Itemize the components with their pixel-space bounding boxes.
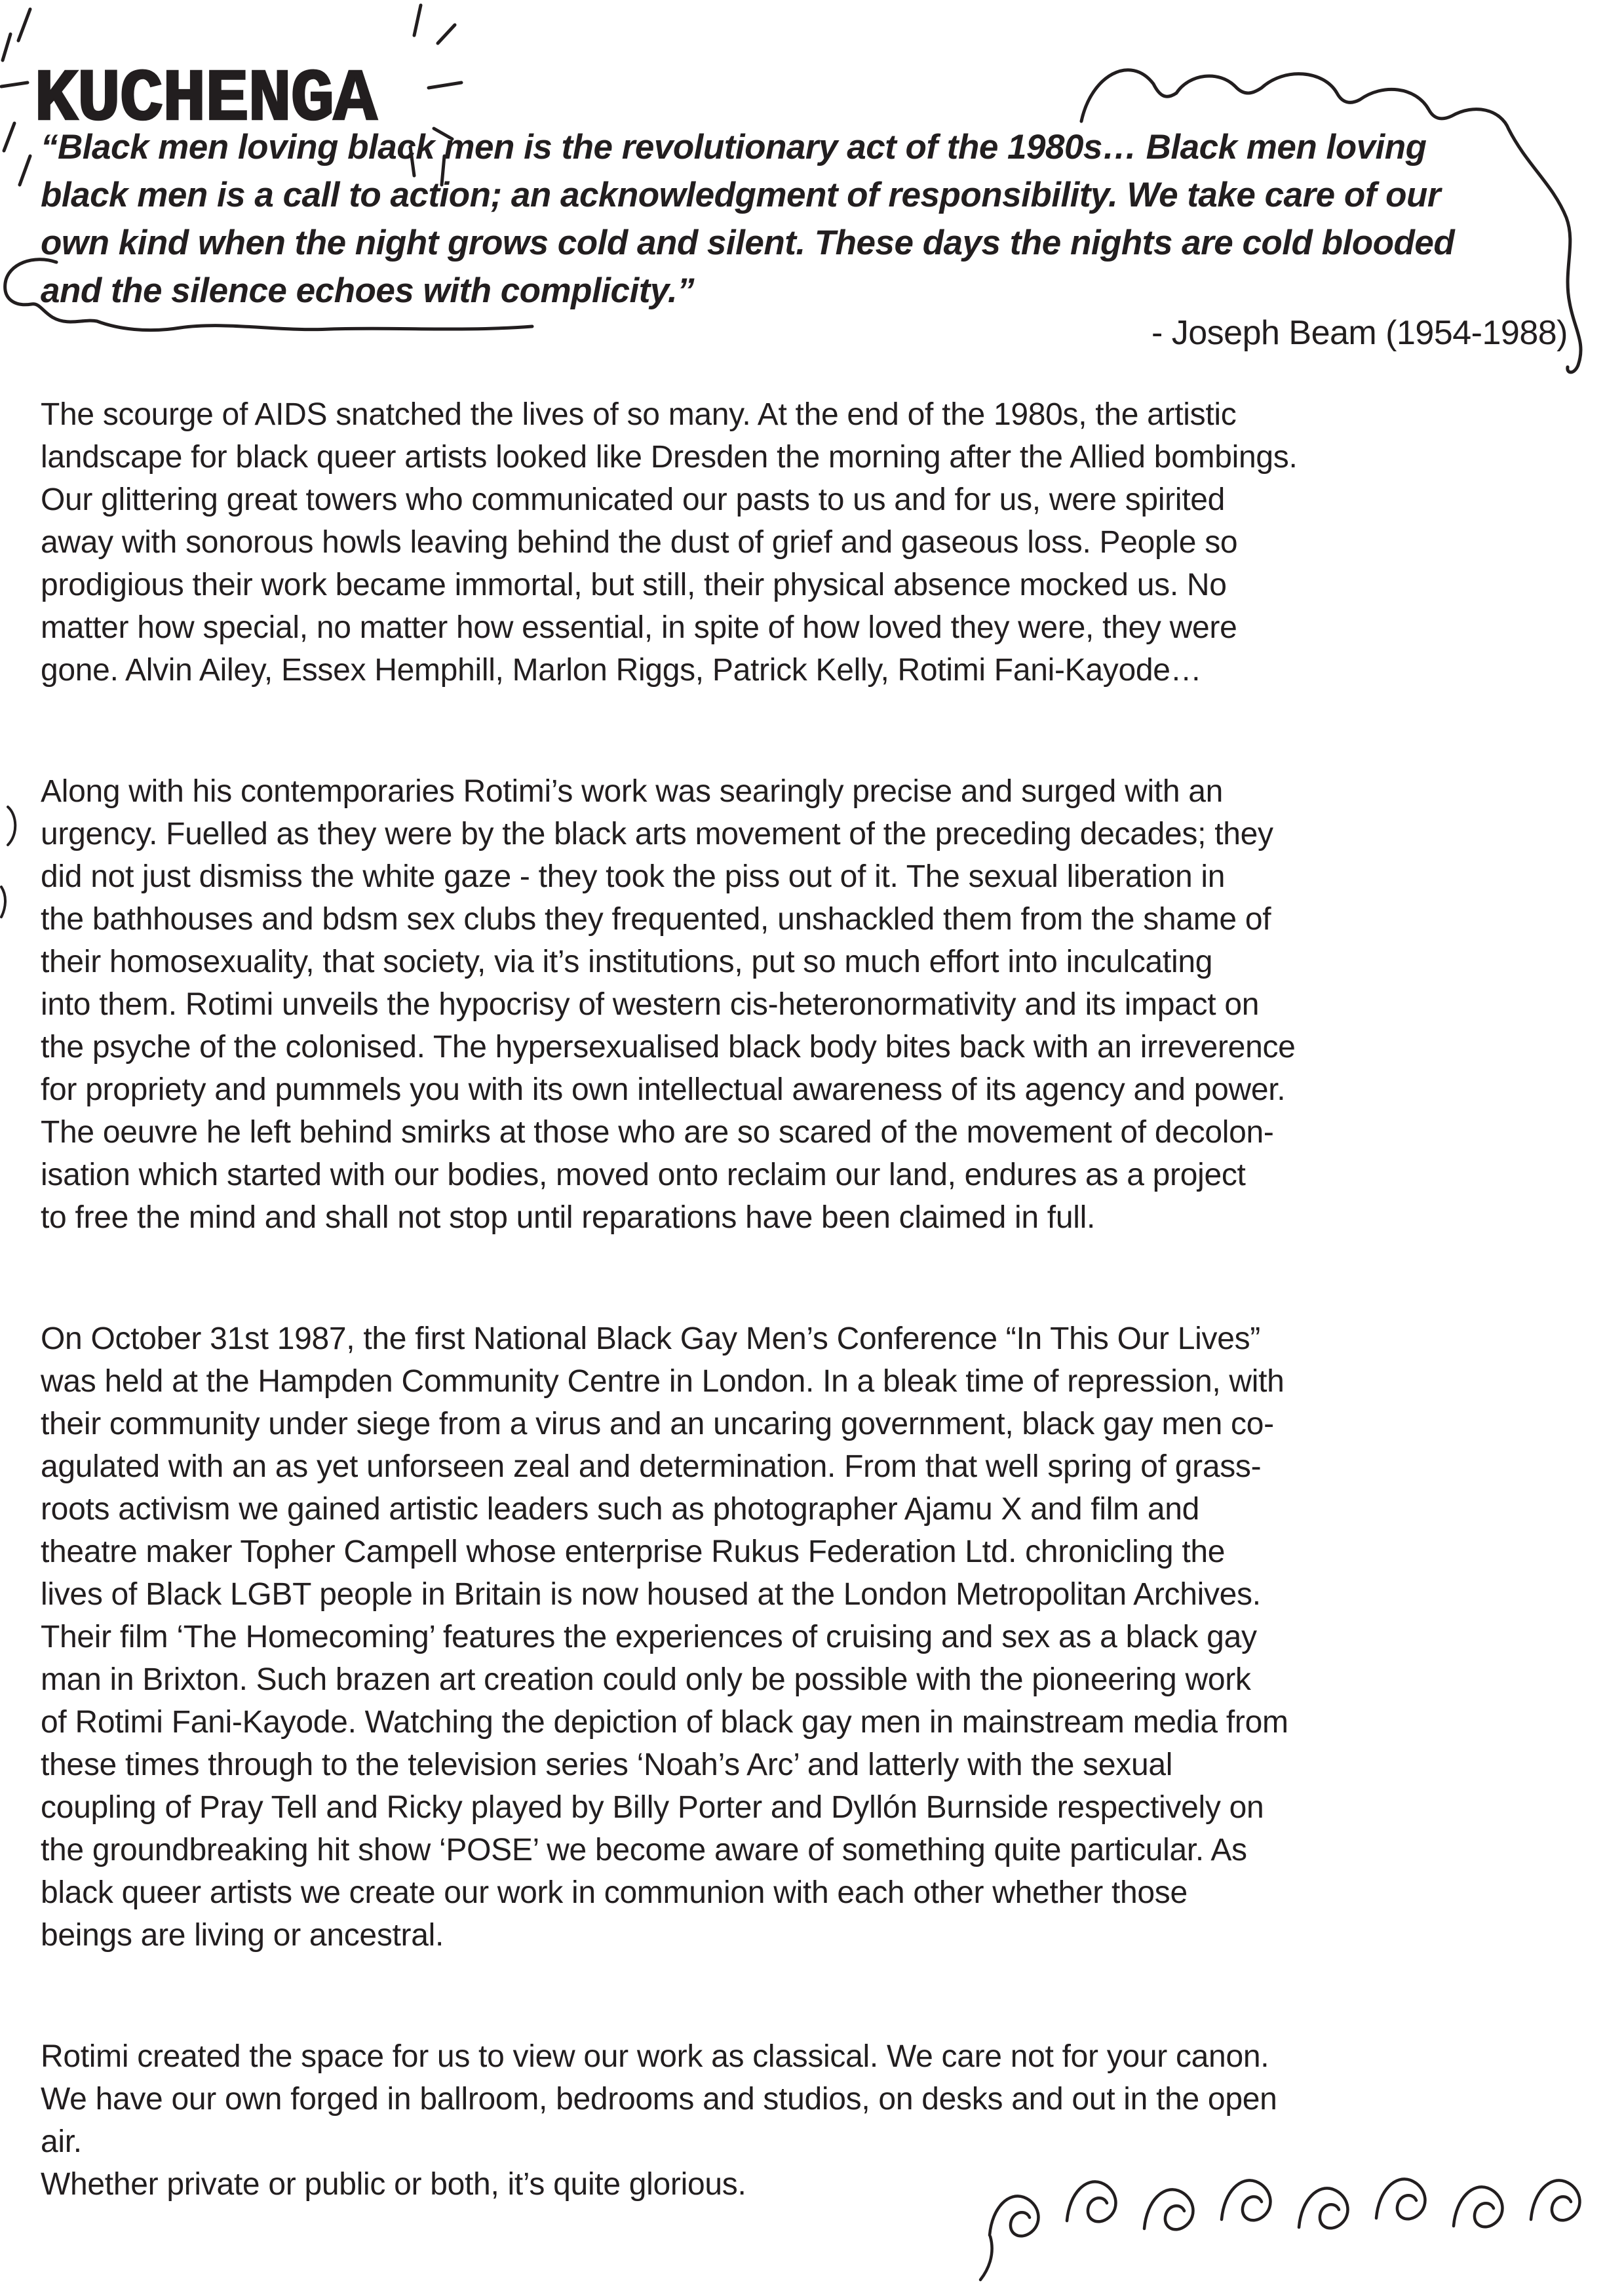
- text-line: We have our own forged in ballroom, bedrooms and studios, on desks and out in the open: [41, 2082, 1277, 2117]
- text-line: matter how special, no matter how essential, in spite of how loved they were, they were: [41, 610, 1237, 645]
- text-line: agulated with an as yet unforseen zeal and determination. From that well spring of grass-: [41, 1449, 1262, 1484]
- text-line: Their film ‘The Homecoming’ features the experiences of cruising and sex as a black gay: [41, 1620, 1257, 1654]
- text-line: was held at the Hampden Community Centre in London. In a bleak time of repression, with: [41, 1364, 1285, 1399]
- text-line: and the silence echoes with complicity.”: [41, 271, 695, 310]
- text-line: their homosexuality, that society, via it’s institutions, put so much effort into inculcating: [41, 945, 1213, 979]
- text-line: coupling of Pray Tell and Ricky played by Billy Porter and Dyllón Burnside respectively on: [41, 1790, 1264, 1825]
- text-line: landscape for black queer artists looked like Dresden the morning after the Allied bombings.: [41, 440, 1298, 475]
- text-line: of Rotimi Fani-Kayode. Watching the depiction of black gay men in mainstream media from: [41, 1705, 1288, 1740]
- text-line: urgency. Fuelled as they were by the black arts movement of the preceding decades; they: [41, 817, 1273, 851]
- text-line: Whether private or public or both, it’s quite glorious.: [41, 2167, 746, 2202]
- text-line: gone. Alvin Ailey, Essex Hemphill, Marlon Riggs, Patrick Kelly, Rotimi Fani-Kayode…: [41, 653, 1202, 688]
- text-line: did not just dismiss the white gaze - they took the piss out of it. The sexual liberation in: [41, 859, 1226, 894]
- quote-attribution: - Joseph Beam (1954-1988): [1151, 314, 1568, 352]
- essay-body: [41, 393, 1600, 2284]
- text-line: air.: [41, 2124, 82, 2159]
- page-title: KUCHENGA: [34, 58, 376, 142]
- text-line: isation which started with our bodies, moved onto reclaim our land, endures as a project: [41, 1158, 1246, 1192]
- text-line: beings are living or ancestral.: [41, 1918, 444, 1953]
- text-line: these times through to the television series ‘Noah’s Arc’ and latterly with the sexual: [41, 1748, 1173, 1782]
- text-line: black men is a call to action; an acknowledgment of responsibility. We take care of our: [41, 176, 1440, 214]
- text-line: for propriety and pummels you with its own intellectual awareness of its agency and power.: [41, 1072, 1286, 1107]
- text-line: the bathhouses and bdsm sex clubs they frequented, unshackled them from the shame of: [41, 902, 1271, 937]
- text-line: The oeuvre he left behind smirks at those who are so scared of the movement of decolon-: [41, 1115, 1274, 1150]
- text-line: roots activism we gained artistic leaders such as photographer Ajamu X and film and: [41, 1492, 1200, 1527]
- body-paragraph: [41, 1318, 1600, 1957]
- cloud-doodle-bottom-left-icon: [0, 254, 537, 353]
- body-paragraph: [41, 770, 1600, 1239]
- text-line: prodigious their work became immortal, but still, their physical absence mocked us. No: [41, 568, 1227, 602]
- wave-doodle-icon: [980, 2150, 1624, 2285]
- text-line: theatre maker Topher Campell whose enterprise Rukus Federation Ltd. chronicling the: [41, 1534, 1226, 1569]
- text-line: lives of Black LGBT people in Britain is now housed at the London Metropolitan Archives.: [41, 1577, 1261, 1612]
- text-line: On October 31st 1987, the first National Black Gay Men’s Conference “In This Our Lives”: [41, 1321, 1260, 1356]
- text-line: The scourge of AIDS snatched the lives of so many. At the end of the 1980s, the artistic: [41, 397, 1237, 432]
- text-line: Rotimi created the space for us to view our work as classical. We care not for your canon.: [41, 2039, 1269, 2074]
- text-line: the groundbreaking hit show ‘POSE’ we become aware of something quite particular. As: [41, 1833, 1247, 1867]
- text-line: black queer artists we create our work in communion with each other whether those: [41, 1875, 1188, 1910]
- left-margin-doodle-icon: [0, 803, 22, 921]
- text-line: into them. Rotimi unveils the hypocrisy of western cis-heteronormativity and its impact on: [41, 987, 1260, 1022]
- text-line: “Black men loving black men is the revolutionary act of the 1980s… Black men loving: [41, 128, 1427, 166]
- body-paragraph: [41, 393, 1600, 692]
- text-line: own kind when the night grows cold and silent. These days the nights are cold blooded: [41, 224, 1455, 262]
- text-line: the psyche of the colonised. The hypersexualised black body bites back with an irreverence: [41, 1030, 1296, 1064]
- text-line: Our glittering great towers who communicated our pasts to us and for us, were spirited: [41, 482, 1226, 517]
- text-line: man in Brixton. Such brazen art creation could only be possible with the pioneering work: [41, 1662, 1251, 1697]
- text-line: to free the mind and shall not stop until reparations have been claimed in full.: [41, 1200, 1095, 1235]
- text-line: their community under siege from a virus and an uncaring government, black gay men co-: [41, 1407, 1274, 1441]
- text-line: Along with his contemporaries Rotimi’s work was searingly precise and surged with an: [41, 774, 1224, 809]
- text-line: away with sonorous howls leaving behind the dust of grief and gaseous loss. People so: [41, 525, 1238, 560]
